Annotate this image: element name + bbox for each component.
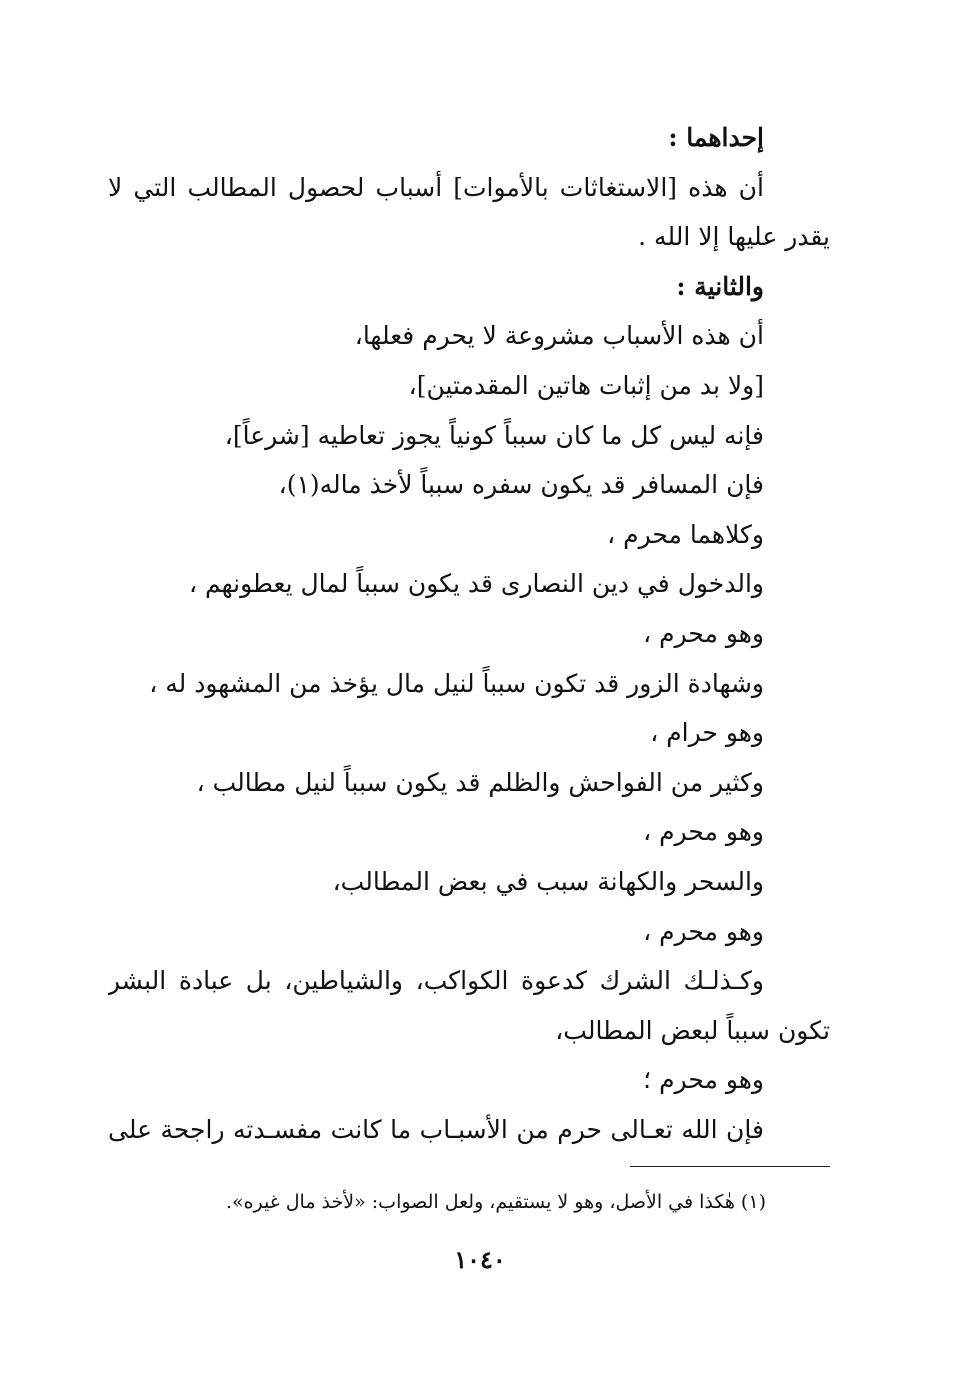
body-line: يقدر عليها إلا الله . — [638, 222, 830, 252]
body-line: وشهادة الزور قد تكون سبباً لنيل مال يؤخذ من المشهود له ، — [149, 668, 764, 698]
body-line: والثانية : — [676, 271, 764, 301]
body-line: إحداهما : — [668, 123, 764, 152]
page-number: ١٠٤٠ — [454, 1245, 506, 1274]
body-line: فإن المسافر قد يكون سفره سبباً لأخذ ماله(١)، — [278, 470, 764, 500]
body-line: أن هذه الأسباب مشروعة لا يحرم فعلها، — [354, 321, 764, 351]
body-line: وكثير من الفواحش والظلم قد يكون سبباً لنيل مطالب ، — [196, 767, 764, 797]
body-line: [ولا بد من إثبات هاتين المقدمتين]، — [408, 370, 764, 400]
body-line: وكـذلـك الشرك كدعوة الكواكب، والشياطين، بل عبادة البشر — [108, 966, 764, 996]
body-line: فإن الله تعـالى حرم من الأسبـاب ما كانت مفسـدته راجحة على — [108, 1114, 764, 1144]
body-line: وهو محرم ، — [643, 618, 764, 648]
body-line: وهو حرام ، — [650, 718, 764, 748]
body-line: والسحر والكهانة سبب في بعض المطالب، — [332, 866, 764, 896]
body-line: وهو محرم ، — [643, 817, 764, 847]
body-line: وهو محرم ، — [643, 916, 764, 946]
footnote: (١) هٰكذا في الأصل، وهو لا يستقيم، ولعل الصواب: «لأخذ مال غيره». — [225, 1191, 766, 1213]
body-line: أن هذه [الاستغاثات بالأموات] أسباب لحصول المطالب التي لا — [108, 172, 764, 202]
body-line: والدخول في دين النصارى قد يكون سبباً لمال يعطونهم ، — [188, 569, 764, 599]
body-line: تكون سبباً لبعض المطالب، — [555, 1015, 830, 1045]
body-text — [108, 113, 830, 1154]
footnote-separator — [630, 1166, 830, 1167]
body-line: وهو محرم ؛ — [643, 1065, 764, 1095]
body-line: فإنه ليس كل ما كان سبباً كونياً يجوز تعاطيه [شرعاً]، — [224, 420, 764, 450]
body-line: وكلاهما محرم ، — [607, 519, 764, 549]
